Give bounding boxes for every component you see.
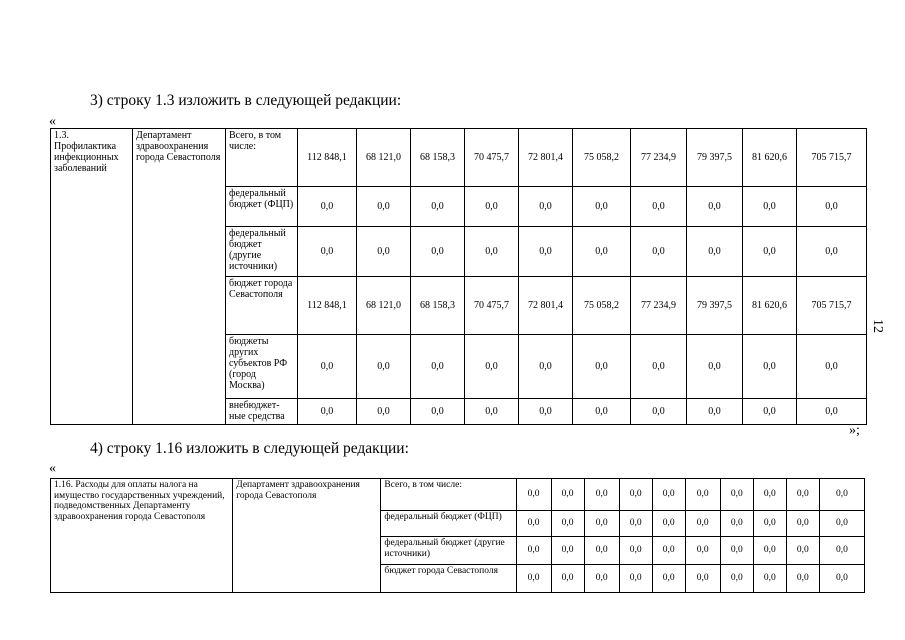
value-cell: 0,0	[619, 511, 652, 537]
value-cell: 0,0	[631, 399, 687, 425]
code-name-cell: 1.16. Расходы для оплаты налога на имущество государственных учреждений, подведомственных Департаменту здравоохранения города Севастополя	[51, 479, 233, 593]
funding-source-label: внебюджет-ные средства	[226, 399, 298, 425]
code-name-cell: 1.3. Профилактика инфекционных заболеваний	[51, 129, 133, 425]
section3-close-quote: »;	[849, 423, 860, 438]
value-cell: 0,0	[298, 399, 357, 425]
value-cell: 0,0	[465, 335, 519, 399]
value-cell: 0,0	[652, 537, 685, 565]
value-cell: 0,0	[685, 479, 720, 511]
value-cell: 0,0	[411, 335, 465, 399]
row-1-16-table	[50, 478, 865, 593]
table-row	[51, 479, 865, 511]
value-cell: 0,0	[298, 187, 357, 227]
value-cell: 112 848,1	[298, 277, 357, 335]
value-cell: 0,0	[573, 399, 631, 425]
value-cell: 79 397,5	[687, 129, 743, 187]
value-cell: 0,0	[357, 335, 411, 399]
value-cell: 705 715,7	[797, 277, 867, 335]
value-cell: 0,0	[819, 565, 864, 593]
value-cell: 68 121,0	[357, 129, 411, 187]
value-cell: 81 620,6	[743, 277, 797, 335]
value-cell: 0,0	[786, 565, 819, 593]
value-cell: 0,0	[584, 537, 619, 565]
value-cell: 0,0	[819, 479, 864, 511]
value-cell: 75 058,2	[573, 277, 631, 335]
value-cell: 70 475,7	[465, 129, 519, 187]
value-cell: 0,0	[720, 537, 753, 565]
funding-source-label: Всего, в том числе:	[381, 479, 516, 511]
value-cell: 0,0	[685, 511, 720, 537]
funding-source-label: федеральный бюджет (ФЦП)	[381, 511, 516, 537]
value-cell: 0,0	[819, 511, 864, 537]
value-cell: 0,0	[619, 479, 652, 511]
value-cell: 0,0	[743, 187, 797, 227]
value-cell: 72 801,4	[519, 277, 573, 335]
value-cell: 0,0	[298, 227, 357, 277]
value-cell: 0,0	[519, 335, 573, 399]
funding-source-label: бюджет города Севастополя	[381, 565, 516, 593]
value-cell: 0,0	[652, 511, 685, 537]
value-cell: 0,0	[797, 399, 867, 425]
value-cell: 0,0	[631, 187, 687, 227]
value-cell: 112 848,1	[298, 129, 357, 187]
page-number: 12	[870, 319, 885, 333]
value-cell: 0,0	[685, 565, 720, 593]
value-cell: 0,0	[631, 227, 687, 277]
value-cell: 0,0	[619, 537, 652, 565]
value-cell: 0,0	[573, 187, 631, 227]
value-cell: 0,0	[720, 511, 753, 537]
value-cell: 0,0	[519, 227, 573, 277]
value-cell: 0,0	[720, 479, 753, 511]
value-cell: 0,0	[753, 479, 786, 511]
executor-cell: Департамент здравоохранения города Севастополя	[233, 479, 381, 593]
value-cell: 0,0	[357, 227, 411, 277]
value-cell: 0,0	[516, 537, 551, 565]
value-cell: 0,0	[786, 479, 819, 511]
value-cell: 0,0	[411, 187, 465, 227]
value-cell: 0,0	[619, 565, 652, 593]
section3-open-quote: «	[49, 114, 56, 129]
value-cell: 0,0	[551, 511, 584, 537]
value-cell: 0,0	[465, 227, 519, 277]
funding-source-label: бюджет города Севастополя	[226, 277, 298, 335]
value-cell: 0,0	[753, 511, 786, 537]
value-cell: 0,0	[720, 565, 753, 593]
value-cell: 0,0	[519, 399, 573, 425]
value-cell: 0,0	[584, 479, 619, 511]
value-cell: 0,0	[357, 399, 411, 425]
value-cell: 0,0	[753, 537, 786, 565]
value-cell: 72 801,4	[519, 129, 573, 187]
value-cell: 79 397,5	[687, 277, 743, 335]
value-cell: 0,0	[743, 399, 797, 425]
value-cell: 0,0	[519, 187, 573, 227]
funding-source-label: федеральный бюджет (другие источники)	[226, 227, 298, 277]
value-cell: 0,0	[687, 335, 743, 399]
value-cell: 68 158,3	[411, 277, 465, 335]
value-cell: 0,0	[551, 537, 584, 565]
value-cell: 0,0	[687, 187, 743, 227]
value-cell: 0,0	[516, 479, 551, 511]
value-cell: 0,0	[584, 511, 619, 537]
section3-heading: 3) строку 1.3 изложить в следующей редакции:	[90, 92, 402, 109]
value-cell: 0,0	[411, 399, 465, 425]
value-cell: 70 475,7	[465, 277, 519, 335]
value-cell: 0,0	[631, 335, 687, 399]
value-cell: 68 158,3	[411, 129, 465, 187]
value-cell: 77 234,9	[631, 277, 687, 335]
funding-source-label: федеральный бюджет (другие источники)	[381, 537, 516, 565]
value-cell: 0,0	[786, 537, 819, 565]
value-cell: 75 058,2	[573, 129, 631, 187]
funding-source-label: федеральный бюджет (ФЦП)	[226, 187, 298, 227]
value-cell: 0,0	[516, 565, 551, 593]
value-cell: 68 121,0	[357, 277, 411, 335]
value-cell: 0,0	[516, 511, 551, 537]
value-cell: 0,0	[551, 565, 584, 593]
section4-open-quote: «	[49, 461, 56, 476]
value-cell: 0,0	[797, 335, 867, 399]
value-cell: 0,0	[573, 335, 631, 399]
value-cell: 0,0	[685, 537, 720, 565]
value-cell: 0,0	[465, 399, 519, 425]
value-cell: 0,0	[551, 479, 584, 511]
value-cell: 0,0	[743, 335, 797, 399]
value-cell: 0,0	[652, 479, 685, 511]
value-cell: 0,0	[465, 187, 519, 227]
value-cell: 0,0	[357, 187, 411, 227]
value-cell: 0,0	[743, 227, 797, 277]
value-cell: 0,0	[652, 565, 685, 593]
value-cell: 0,0	[797, 187, 867, 227]
funding-source-label: бюджеты других субъектов РФ (город Москва)	[226, 335, 298, 399]
value-cell: 0,0	[584, 565, 619, 593]
value-cell: 0,0	[687, 399, 743, 425]
executor-cell: Департамент здравоохранения города Севастополя	[133, 129, 226, 425]
value-cell: 0,0	[573, 227, 631, 277]
value-cell: 77 234,9	[631, 129, 687, 187]
value-cell: 0,0	[819, 537, 864, 565]
section4-heading: 4) строку 1.16 изложить в следующей редакции:	[90, 440, 409, 457]
value-cell: 0,0	[753, 565, 786, 593]
value-cell: 0,0	[411, 227, 465, 277]
row-1-3-table	[50, 128, 867, 425]
table-row	[51, 129, 867, 187]
value-cell: 0,0	[687, 227, 743, 277]
value-cell: 0,0	[298, 335, 357, 399]
funding-source-label: Всего, в том числе:	[226, 129, 298, 187]
value-cell: 81 620,6	[743, 129, 797, 187]
value-cell: 0,0	[797, 227, 867, 277]
value-cell: 0,0	[786, 511, 819, 537]
value-cell: 705 715,7	[797, 129, 867, 187]
